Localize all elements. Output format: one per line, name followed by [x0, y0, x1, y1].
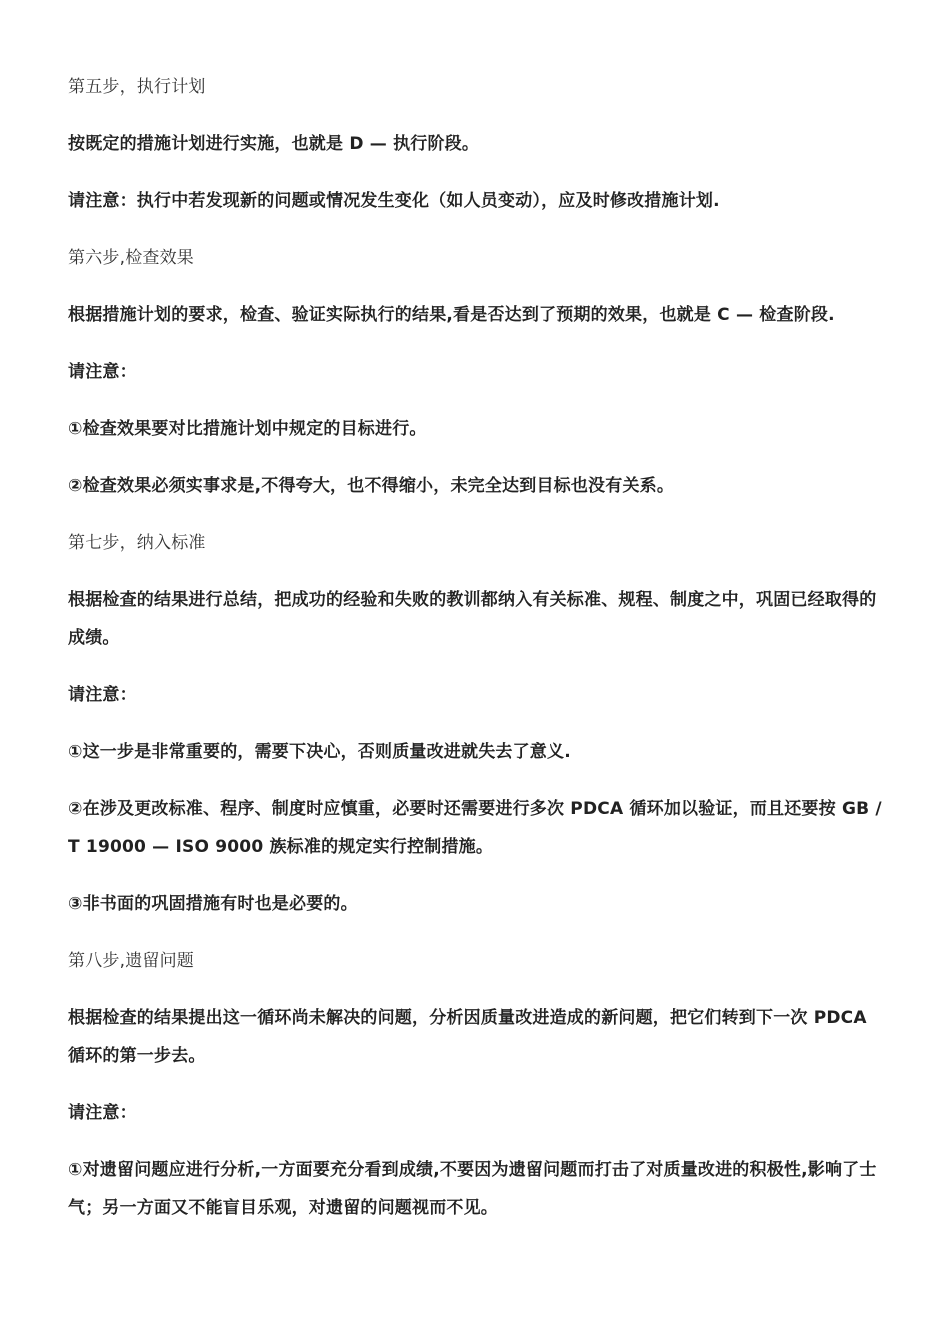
step-seven-heading: 第七步，纳入标准 — [68, 533, 206, 553]
paragraph-gap — [68, 505, 882, 524]
document-page — [68, 68, 882, 1227]
paragraph-gap — [68, 1075, 882, 1094]
step-seven-note-label: 请注意： — [68, 685, 137, 705]
step-eight-note-1: ①对遗留问题应进行分析,一方面要充分看到成绩,不要因为遗留问题而打击了对质量改进的积极性,影响了士气；另一方面又不能盲目乐观，对遗留的问题视而不见。 — [68, 1160, 877, 1218]
step-seven-note-3: ③非书面的巩固措施有时也是必要的。 — [68, 894, 358, 914]
step-eight-note-label: 请注意： — [68, 1103, 137, 1123]
step-five-description: 按既定的措施计划进行实施，也就是 D — 执行阶段。 — [68, 134, 480, 154]
step-seven-note-1: ①这一步是非常重要的，需要下决心，否则质量改进就失去了意义. — [68, 742, 571, 762]
paragraph-gap — [68, 277, 882, 296]
paragraph-gap — [68, 220, 882, 239]
paragraph-gap — [68, 657, 882, 676]
paragraph-gap — [68, 1132, 882, 1151]
paragraph-gap — [68, 163, 882, 182]
paragraph-gap — [68, 980, 882, 999]
paragraph-gap — [68, 923, 882, 942]
step-six-description: 根据措施计划的要求，检查、验证实际执行的结果,看是否达到了预期的效果，也就是 C — 检查阶段. — [68, 305, 835, 325]
step-seven-note-2: ②在涉及更改标准、程序、制度时应慎重，必要时还需要进行多次 PDCA 循环加以验证，而且还要按 GB / T 19000 — ISO 9000 族标准的规定实行控制措施。 — [68, 799, 882, 857]
step-five-heading: 第五步，执行计划 — [68, 77, 206, 97]
step-six-note-label: 请注意： — [68, 362, 137, 382]
paragraph-gap — [68, 771, 882, 790]
step-five-note: 请注意：执行中若发现新的问题或情况发生变化（如人员变动），应及时修改措施计划. — [68, 191, 720, 211]
paragraph-gap — [68, 562, 882, 581]
step-seven-description: 根据检查的结果进行总结，把成功的经验和失败的教训都纳入有关标准、规程、制度之中，巩固已经取得的成绩。 — [68, 590, 877, 648]
step-eight-heading: 第八步,遗留问题 — [68, 951, 195, 971]
paragraph-gap — [68, 448, 882, 467]
paragraph-gap — [68, 106, 882, 125]
step-eight-description: 根据检查的结果提出这一循环尚未解决的问题，分析因质量改进造成的新问题，把它们转到下一次 PDCA 循环的第一步去。 — [68, 1008, 867, 1066]
step-six-note-1: ①检查效果要对比措施计划中规定的目标进行。 — [68, 419, 427, 439]
paragraph-gap — [68, 866, 882, 885]
step-six-heading: 第六步,检查效果 — [68, 248, 195, 268]
paragraph-gap — [68, 391, 882, 410]
paragraph-gap — [68, 714, 882, 733]
step-six-note-2: ②检查效果必须实事求是,不得夸大，也不得缩小，未完全达到目标也没有关系。 — [68, 476, 675, 496]
paragraph-gap — [68, 334, 882, 353]
